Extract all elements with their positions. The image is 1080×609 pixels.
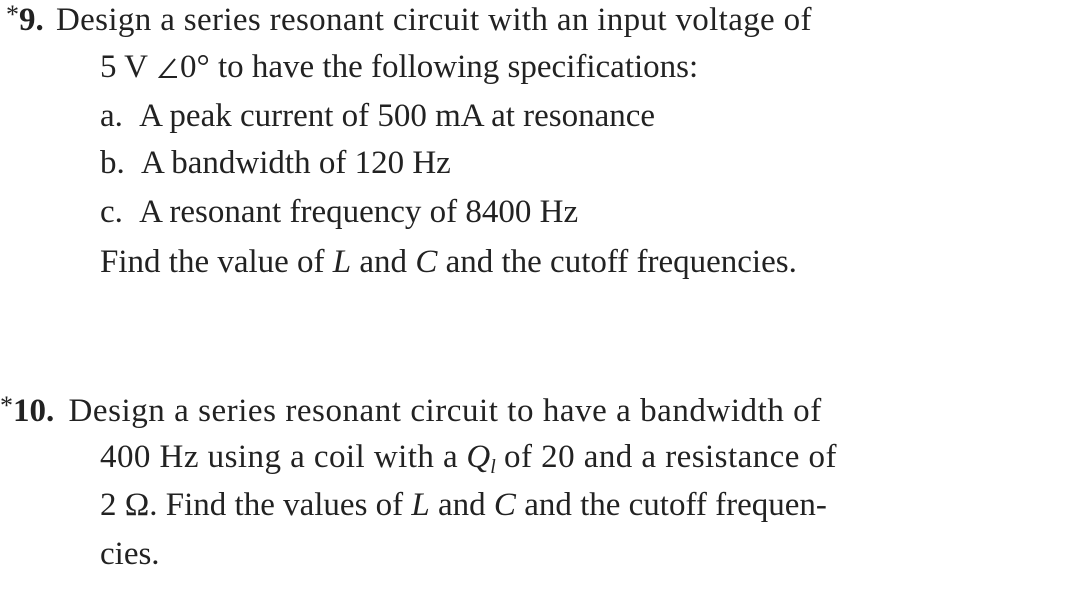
problem-10-line-2 xyxy=(100,441,837,477)
capacitance-symbol: C xyxy=(415,244,438,280)
problem-10-line-4 xyxy=(100,538,160,571)
spec-text: A bandwidth of 120 Hz xyxy=(141,145,451,181)
problem-10-line-3 xyxy=(100,489,827,522)
spec-letter: a. xyxy=(100,98,123,134)
input-voltage-magnitude: 5 V xyxy=(100,49,148,85)
coil-q-symbol: $Q_l$ xyxy=(466,439,496,478)
inductance-symbol: L xyxy=(411,487,430,523)
problem-10-number: *10. xyxy=(0,391,55,429)
problem-9-line-2 xyxy=(100,51,698,84)
problem-10-text: of 20 and a resistance of xyxy=(504,439,837,475)
problem-9-find-line xyxy=(100,246,797,279)
find-text: and xyxy=(359,244,408,280)
spec-a xyxy=(100,100,655,133)
find-text: Find the value of xyxy=(100,244,325,280)
problem-10-text: 2 Ω. Find the values of xyxy=(100,487,404,523)
spec-b xyxy=(100,147,451,180)
spec-text: A peak current of 500 mA at resonance xyxy=(139,98,656,134)
problem-9-number: *9. xyxy=(6,0,44,38)
problem-10-text: and the cutoff frequen- xyxy=(524,487,827,523)
problem-9-intro-rest: to have the following specifications: xyxy=(217,49,699,85)
spec-c xyxy=(100,196,578,229)
angle-symbol-icon xyxy=(158,57,178,79)
problem-10-text: cies. xyxy=(100,536,160,572)
problem-10-text: Design a series resonant circuit to have a bandwidth of xyxy=(68,393,822,429)
problem-10-text: 400 Hz using a coil with a xyxy=(100,439,459,475)
input-voltage-angle: 0° xyxy=(180,49,210,85)
spec-text: A resonant frequency of 8400 Hz xyxy=(139,194,579,230)
problem-9-intro-text: Design a series resonant circuit with an input voltage of xyxy=(56,2,812,38)
find-text: and the cutoff frequencies. xyxy=(445,244,797,280)
problem-9-line-1 xyxy=(6,2,1024,37)
capacitance-symbol: C xyxy=(493,487,516,523)
problem-10-text: and xyxy=(438,487,486,523)
spec-letter: b. xyxy=(100,145,125,181)
problem-10-line-1 xyxy=(0,393,1024,428)
inductance-symbol: L xyxy=(332,244,352,280)
spec-letter: c. xyxy=(100,194,123,230)
